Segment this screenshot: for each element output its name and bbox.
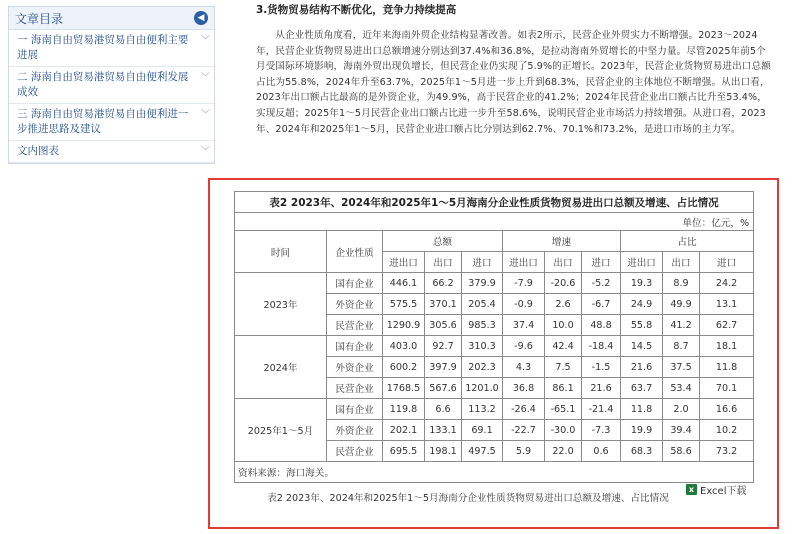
toc-header [9, 7, 214, 30]
table-cell: 41.2 [663, 315, 700, 336]
table-of-contents [8, 6, 215, 164]
table-cell: 53.4 [663, 378, 700, 399]
header-sub-column: 出口 [663, 252, 700, 273]
table-cell: 310.3 [462, 336, 503, 357]
toc-item-label: 二 海南自由贸易港贸易自由便利发展成效 [17, 71, 189, 98]
enterprise-type-cell: 民营企业 [327, 315, 383, 336]
table-source-row [235, 462, 754, 483]
table-cell: 14.5 [621, 336, 663, 357]
table-cell: 133.1 [425, 420, 462, 441]
table-cell: -6.7 [582, 294, 621, 315]
table-cell: 397.9 [425, 357, 462, 378]
table-cell: 2.6 [545, 294, 582, 315]
excel-download-button[interactable] [686, 482, 747, 497]
table-cell: 58.6 [663, 441, 700, 462]
table-cell: 7.5 [545, 357, 582, 378]
table-cell: 37.4 [503, 315, 545, 336]
table-cell: 10.0 [545, 315, 582, 336]
trade-table-container [234, 191, 753, 483]
toc-title: 文章目录 [15, 11, 64, 26]
chevron-down-icon: ﹀ [200, 73, 210, 83]
header-sub-column: 进口 [700, 252, 754, 273]
table-cell: 8.9 [663, 273, 700, 294]
table-cell: 370.1 [425, 294, 462, 315]
section-title: 3.货物贸易结构不断优化，竞争力持续提高 [256, 4, 457, 16]
table-source: 资料来源：海口海关。 [235, 462, 754, 483]
toc-item[interactable] [9, 141, 214, 163]
enterprise-type-cell: 民营企业 [327, 378, 383, 399]
enterprise-type-cell: 外资企业 [327, 357, 383, 378]
table-cell: 69.1 [462, 420, 503, 441]
toc-item[interactable] [9, 67, 214, 104]
table-cell: 305.6 [425, 315, 462, 336]
table-cell: 113.2 [462, 399, 503, 420]
table-cell: 1290.9 [383, 315, 425, 336]
table-cell: 379.9 [462, 273, 503, 294]
table-cell: 0.6 [582, 441, 621, 462]
table-caption: 表2 2023年、2024年和2025年1～5月海南分企业性质货物贸易进出口总额及增速、占比情况 [267, 493, 669, 504]
period-label: 2023年 [235, 273, 327, 336]
table-cell: 37.5 [663, 357, 700, 378]
enterprise-type-cell: 民营企业 [327, 441, 383, 462]
table-cell: 119.8 [383, 399, 425, 420]
table-cell: 497.5 [462, 441, 503, 462]
table-cell: 49.9 [663, 294, 700, 315]
table-cell: 600.2 [383, 357, 425, 378]
table-cell: -22.7 [503, 420, 545, 441]
table-cell: 205.4 [462, 294, 503, 315]
table-cell: -65.1 [545, 399, 582, 420]
table-cell: 18.1 [700, 336, 754, 357]
header-sub-column: 出口 [545, 252, 582, 273]
toc-item[interactable] [9, 104, 214, 141]
table-cell: -7.9 [503, 273, 545, 294]
table-cell: 6.6 [425, 399, 462, 420]
header-time: 时间 [235, 231, 327, 273]
table-cell: 42.4 [545, 336, 582, 357]
table-cell: 2.0 [663, 399, 700, 420]
trade-table [234, 191, 754, 483]
table-cell: 202.3 [462, 357, 503, 378]
table-cell: 21.6 [582, 378, 621, 399]
table-cell: -18.4 [582, 336, 621, 357]
table-unit: 单位：亿元，% [235, 213, 754, 231]
article-paragraph: 从企业性质角度看，近年来海南外贸企业结构显著改善。如表2所示，民营企业外贸实力不断增强。2023～2024年，民营企业货物贸易进出口总额增速分别达到37.4%和36.8%，是拉动海南外贸增长的中坚力量。尽管2025年前5个月受国际环境影响，海南外贸出现负增长，但民营企业仍实现了5.9%的正增长。2023年，民营企业货物贸易进出口总额占比为55.8%，2024年升至63.7%，2025年1～5月进一步上升到68.3%，民营企业的主体地位不断增强。从出口看，2023年出口额占比最高的是外资企业，为49.9%，高于民营企业的41.2%；2024年民营企业出口额占比升至53.4%，实现反超；2025年1～5月民营企业出口额占比进一步升至58.6%，说明民营企业市场活力持续增强。从进口看，2023年、2024年和2025年1～5月，民营企业进口额占比分别达到62.7%、70.1%和73.2%，是进口市场的主力军。 [256, 30, 771, 135]
header-sub-column: 进口 [462, 252, 503, 273]
table-cell: 4.3 [503, 357, 545, 378]
table-cell: -0.9 [503, 294, 545, 315]
table-cell: 695.5 [383, 441, 425, 462]
table-cell: 66.2 [425, 273, 462, 294]
table-cell: 73.2 [700, 441, 754, 462]
enterprise-type-cell: 国有企业 [327, 399, 383, 420]
table-cell: 16.6 [700, 399, 754, 420]
table-cell: 36.8 [503, 378, 545, 399]
table-cell: -26.4 [503, 399, 545, 420]
header-sub-column: 进出口 [503, 252, 545, 273]
toc-item[interactable] [9, 30, 214, 67]
enterprise-type-cell: 国有企业 [327, 336, 383, 357]
table-cell: 70.1 [700, 378, 754, 399]
header-growth: 增速 [503, 231, 621, 252]
table-cell: 985.3 [462, 315, 503, 336]
enterprise-type-cell: 外资企业 [327, 420, 383, 441]
table-cell: -20.6 [545, 273, 582, 294]
period-label: 2024年 [235, 336, 327, 399]
table-cell: -1.5 [582, 357, 621, 378]
table-cell: 55.8 [621, 315, 663, 336]
table-row [235, 273, 754, 294]
table-cell: 575.5 [383, 294, 425, 315]
excel-icon: x [686, 484, 697, 495]
chevron-down-icon: ﹀ [200, 147, 210, 157]
header-sub-column: 出口 [425, 252, 462, 273]
chevron-down-icon: ﹀ [200, 36, 210, 46]
table-cell: 1201.0 [462, 378, 503, 399]
table-cell: 24.2 [700, 273, 754, 294]
table-cell: 11.8 [700, 357, 754, 378]
table-cell: 39.4 [663, 420, 700, 441]
table-cell: 86.1 [545, 378, 582, 399]
table-cell: 567.6 [425, 378, 462, 399]
excel-download-label: Excel下载 [700, 486, 747, 497]
table-cell: 1768.5 [383, 378, 425, 399]
enterprise-type-cell: 国有企业 [327, 273, 383, 294]
table-cell: 24.9 [621, 294, 663, 315]
table-row [235, 399, 754, 420]
table-cell: 5.9 [503, 441, 545, 462]
toc-item-label: 文内图表 [17, 145, 59, 157]
table-cell: 10.2 [700, 420, 754, 441]
header-share: 占比 [621, 231, 754, 252]
header-enterprise-type: 企业性质 [327, 231, 383, 273]
table-cell: -7.3 [582, 420, 621, 441]
table-cell: -30.0 [545, 420, 582, 441]
table-cell: 11.8 [621, 399, 663, 420]
table-cell: 21.6 [621, 357, 663, 378]
table-cell: 19.3 [621, 273, 663, 294]
table-cell: 202.1 [383, 420, 425, 441]
toc-item-label: 三 海南自由贸易港贸易自由便利进一步推进思路及建议 [17, 108, 189, 135]
table-cell: 446.1 [383, 273, 425, 294]
table-cell: 198.1 [425, 441, 462, 462]
table-cell: -5.2 [582, 273, 621, 294]
table-cell: 19.9 [621, 420, 663, 441]
table-cell: 92.7 [425, 336, 462, 357]
header-sub-column: 进出口 [383, 252, 425, 273]
table-cell: -21.4 [582, 399, 621, 420]
period-label: 2025年1～5月 [235, 399, 327, 462]
table-cell: 403.0 [383, 336, 425, 357]
table-cell: 48.8 [582, 315, 621, 336]
header-total: 总额 [383, 231, 503, 252]
header-sub-column: 进口 [582, 252, 621, 273]
table-cell: 63.7 [621, 378, 663, 399]
table-row [235, 336, 754, 357]
table-cell: 8.7 [663, 336, 700, 357]
collapse-left-icon[interactable]: ◀ [194, 11, 208, 25]
table-cell: -9.6 [503, 336, 545, 357]
table-cell: 68.3 [621, 441, 663, 462]
enterprise-type-cell: 外资企业 [327, 294, 383, 315]
header-sub-column: 进出口 [621, 252, 663, 273]
chevron-down-icon: ﹀ [200, 110, 210, 120]
toc-item-label: 一 海南自由贸易港贸易自由便利主要进展 [17, 34, 189, 61]
table-title: 表2 2023年、2024年和2025年1～5月海南分企业性质货物贸易进出口总额及增速、占比情况 [235, 192, 754, 213]
table-cell: 62.7 [700, 315, 754, 336]
table-cell: 22.0 [545, 441, 582, 462]
table-cell: 13.1 [700, 294, 754, 315]
